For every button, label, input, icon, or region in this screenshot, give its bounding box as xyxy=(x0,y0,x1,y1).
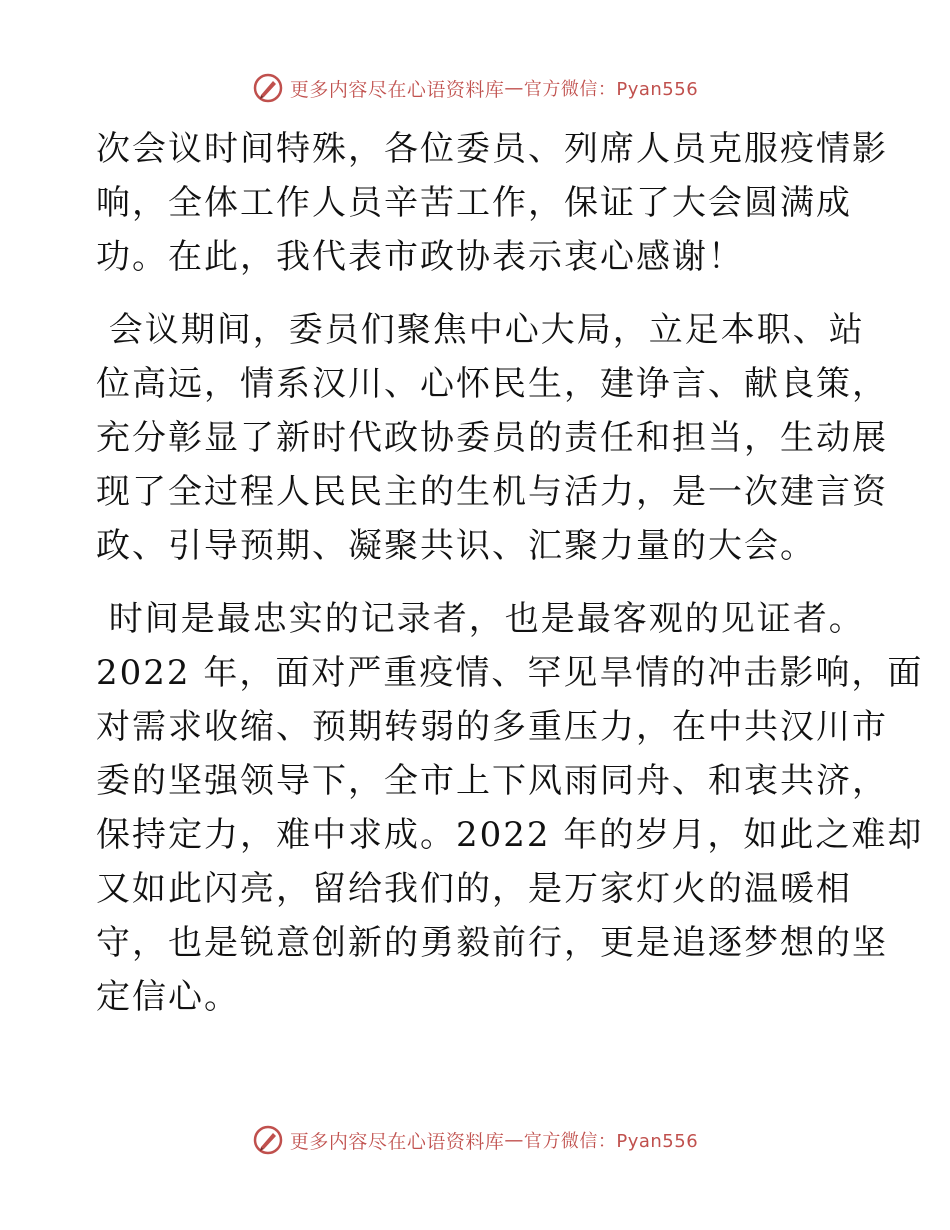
text-line: 定信心。 xyxy=(96,977,240,1017)
text-line: 委的坚强领导下，全市上下风雨同舟、和衷共济， xyxy=(96,761,888,801)
text-line: 时间是最忠实的记录者，也是最客观的见证者。 xyxy=(96,599,865,639)
watermark-separator: — xyxy=(504,77,524,99)
text-line: 位高远，情系汉川、心怀民生，建诤言、献良策， xyxy=(96,364,888,404)
text-line: 响，全体工作人员辛苦工作，保证了大会圆满成 xyxy=(96,183,852,223)
watermark-wechat-text: 官方微信：Pyan556 xyxy=(523,79,699,100)
pen-logo-icon xyxy=(252,1124,284,1156)
paragraph-1 xyxy=(96,122,888,284)
text-line: 保持定力，难中求成。2022 年的岁月，如此之难却 xyxy=(96,815,924,855)
text-line: 功。在此，我代表市政协表示衷心感谢！ xyxy=(96,237,744,277)
header-watermark xyxy=(0,68,950,108)
footer-watermark xyxy=(0,1120,950,1160)
watermark-wechat-text: 官方微信：Pyan556 xyxy=(523,1131,699,1152)
text-line: 2022 年，面对严重疫情、罕见旱情的冲击影响，面 xyxy=(96,653,924,693)
text-line: 充分彰显了新时代政协委员的责任和担当，生动展 xyxy=(96,418,888,458)
watermark-main-text: 更多内容尽在心语资料库 xyxy=(289,1130,505,1153)
paragraph-3 xyxy=(96,592,924,1024)
watermark-main-text: 更多内容尽在心语资料库 xyxy=(289,78,505,101)
text-line: 次会议时间特殊，各位委员、列席人员克服疫情影 xyxy=(96,129,888,169)
text-line: 又如此闪亮，留给我们的，是万家灯火的温暖相 xyxy=(96,869,852,909)
text-line: 现了全过程人民民主的生机与活力，是一次建言资 xyxy=(96,472,888,512)
watermark-separator: — xyxy=(504,1129,524,1151)
text-line: 会议期间，委员们聚焦中心大局，立足本职、站 xyxy=(96,310,865,350)
text-line: 对需求收缩、预期转弱的多重压力，在中共汉川市 xyxy=(96,707,888,747)
paragraph-2 xyxy=(96,303,888,573)
text-line: 政、引导预期、凝聚共识、汇聚力量的大会。 xyxy=(96,526,816,566)
pen-logo-icon xyxy=(252,72,284,104)
text-line: 守，也是锐意创新的勇毅前行，更是追逐梦想的坚 xyxy=(96,923,888,963)
document-body xyxy=(96,122,924,1043)
